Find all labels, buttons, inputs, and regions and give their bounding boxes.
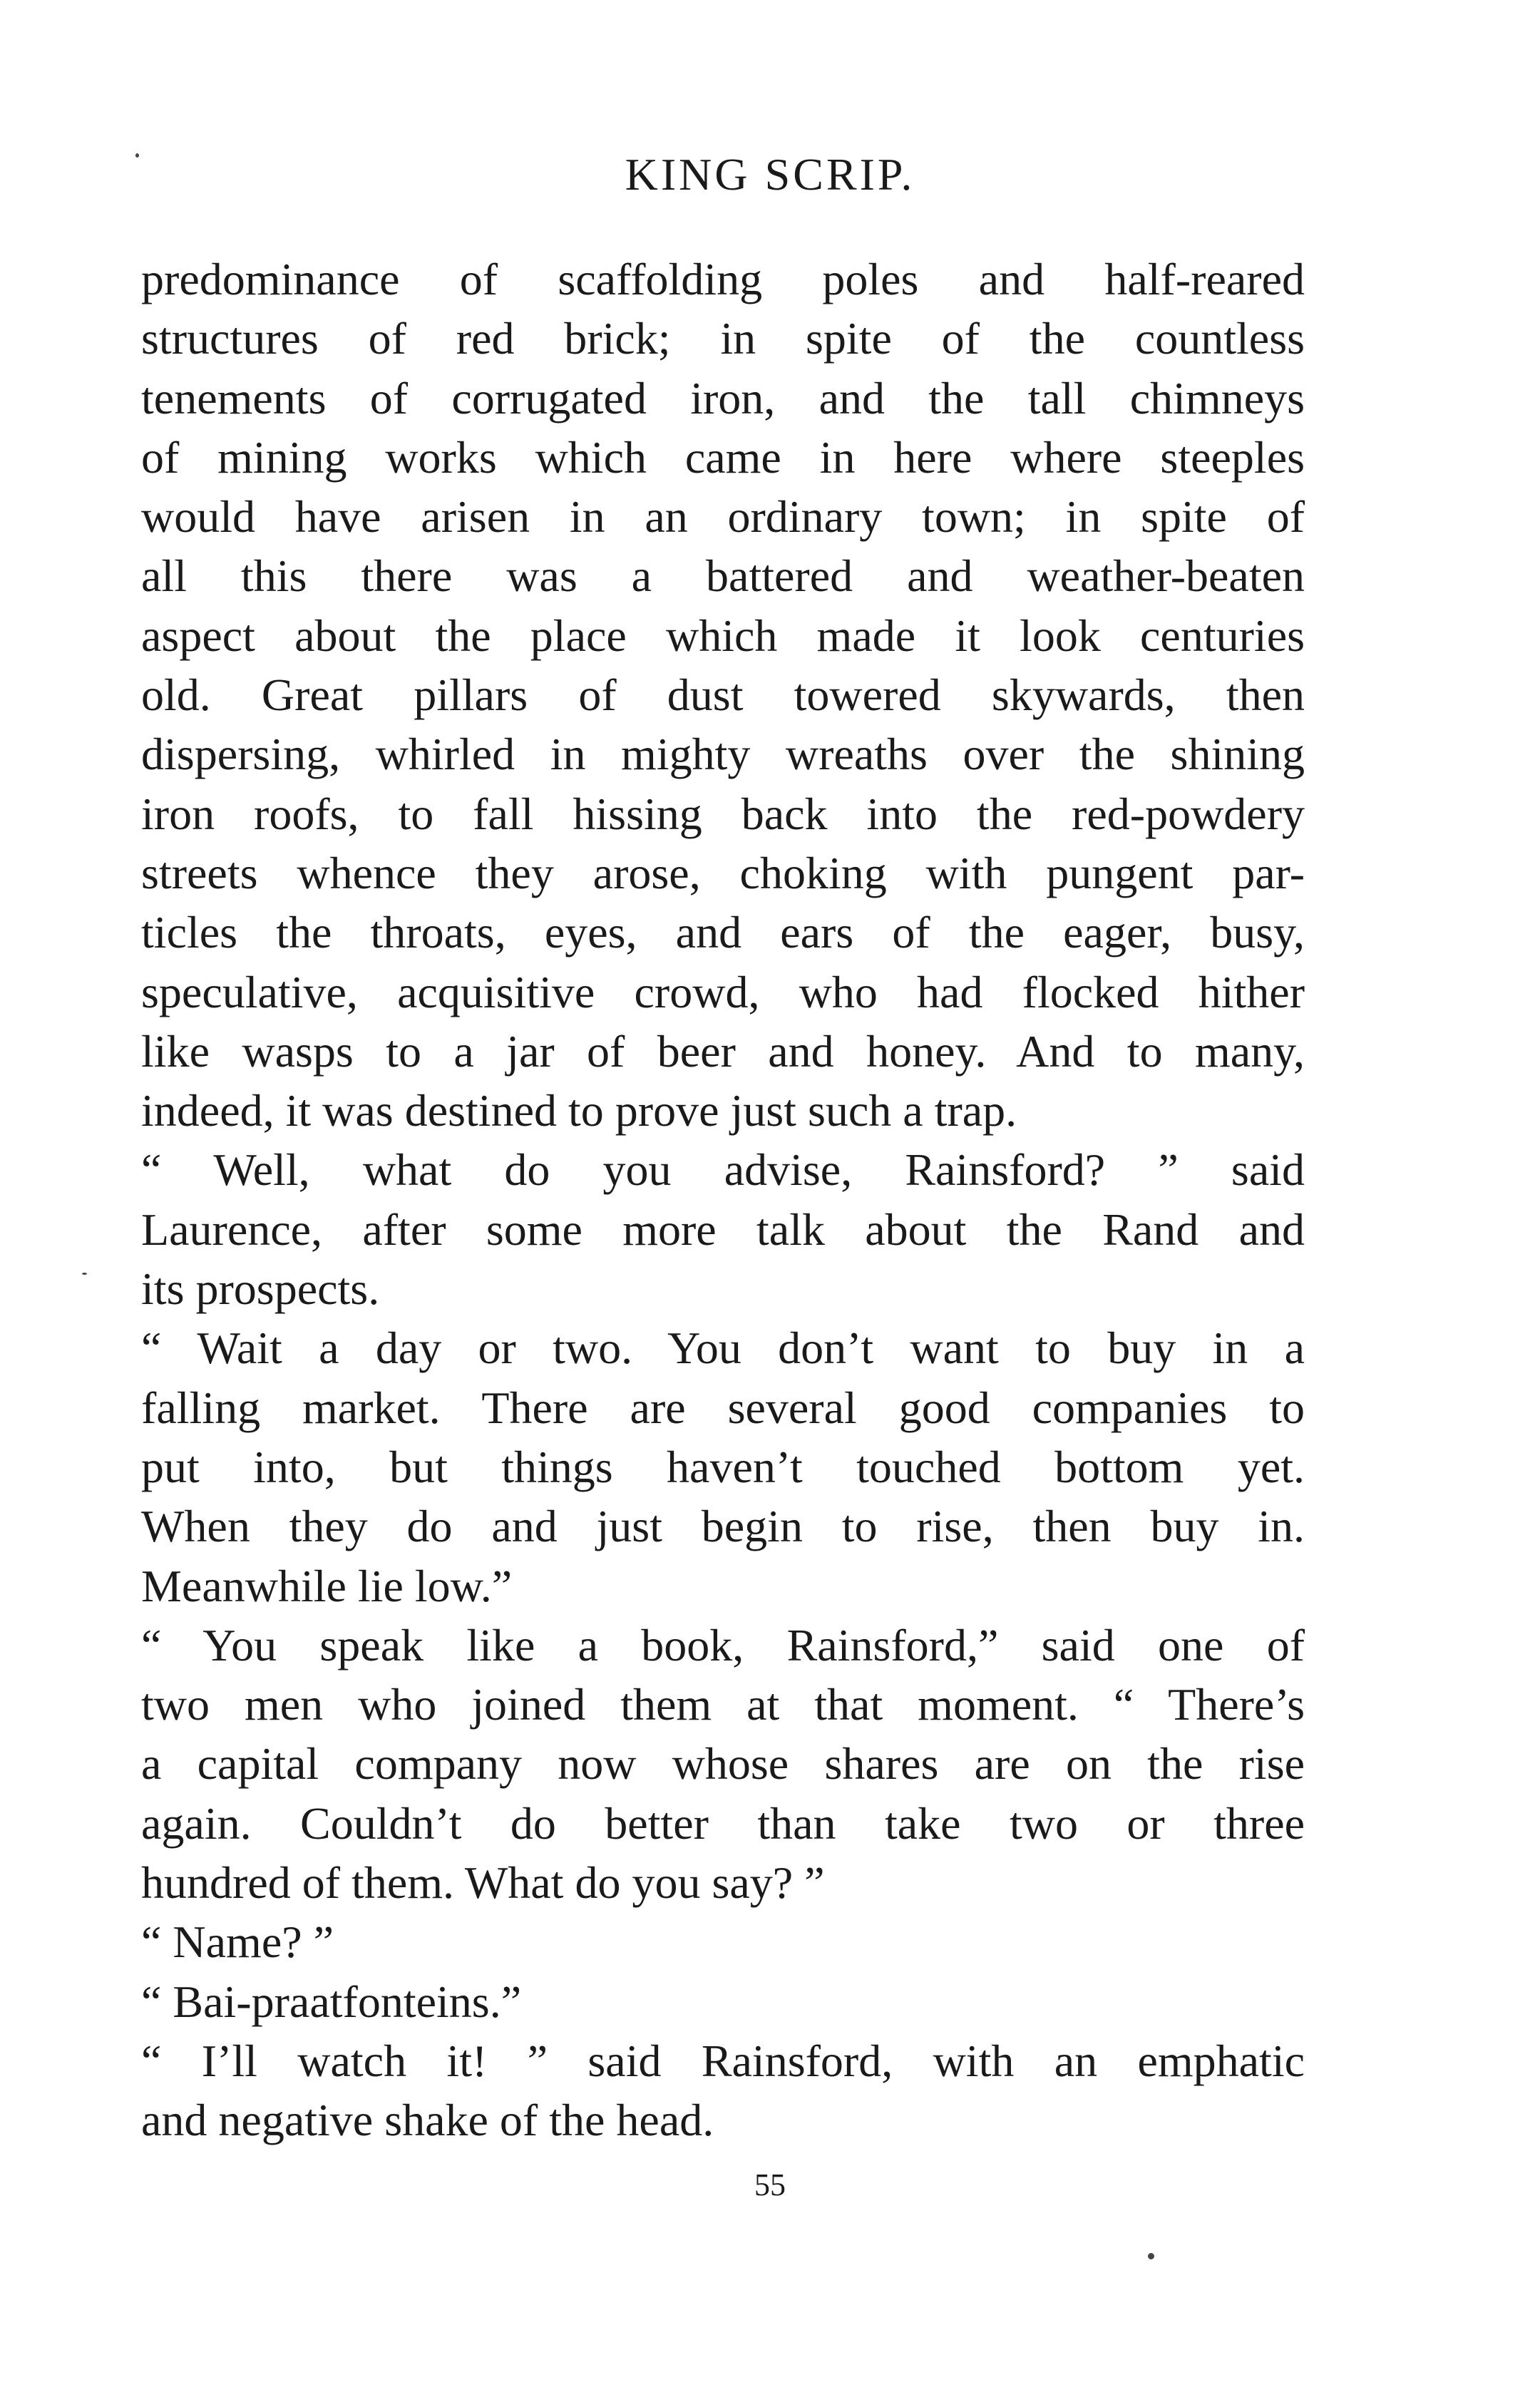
- text-line: a capital company now whose shares are on the rise: [141, 1738, 1305, 1790]
- body-text: [141, 250, 1305, 2150]
- dust-speck: [1148, 2253, 1154, 2259]
- text-line: ticles the throats, eyes, and ears of the eager, busy,: [141, 907, 1305, 958]
- text-line: dispersing, whirled in mighty wreaths over the shining: [141, 729, 1305, 780]
- text-line: streets whence they arose, choking with pungent par-: [141, 847, 1305, 898]
- text-line: When they do and just begin to rise, then buy in.: [141, 1501, 1305, 1552]
- text-line: “ Wait a day or two. You don’t want to buy in a: [141, 1323, 1305, 1374]
- text-line: put into, but things haven’t touched bottom yet.: [141, 1441, 1305, 1492]
- dust-speck: [82, 1273, 87, 1275]
- text-line: falling market. There are several good companies to: [141, 1382, 1305, 1433]
- text-line: iron roofs, to fall hissing back into the red-powdery: [141, 788, 1305, 839]
- text-line: old. Great pillars of dust towered skywards, then: [141, 669, 1305, 721]
- text-line: hundred of them. What do you say? ”: [141, 1857, 825, 1909]
- text-line: structures of red brick; in spite of the countless: [141, 313, 1305, 364]
- text-line: all this there was a battered and weather-beaten: [141, 550, 1305, 602]
- text-line: and negative shake of the head.: [141, 2095, 714, 2146]
- text-line: two men who joined them at that moment. “ There’s: [141, 1679, 1305, 1730]
- text-line: “ Name? ”: [141, 1916, 334, 1968]
- text-line: “ Bai-praatfonteins.”: [141, 1976, 522, 2027]
- text-line: aspect about the place which made it look centuries: [141, 610, 1305, 661]
- text-line: Laurence, after some more talk about the Rand and: [141, 1203, 1305, 1255]
- running-head-title: KING SCRIP.: [625, 149, 915, 200]
- text-line: “ Well, what do you advise, Rainsford? ” said: [141, 1144, 1305, 1196]
- text-line: predominance of scaffolding poles and half-reared: [141, 254, 1305, 304]
- text-line: its prospects.: [141, 1263, 380, 1315]
- text-line: “ You speak like a book, Rainsford,” said one of: [141, 1619, 1305, 1670]
- text-line: like wasps to a jar of beer and honey. And to many,: [141, 1025, 1305, 1077]
- text-line: tenements of corrugated iron, and the tall chimneys: [141, 372, 1305, 424]
- text-line: indeed, it was destined to prove just such a trap.: [141, 1085, 1017, 1136]
- text-line: “ I’ll watch it! ” said Rainsford, with an emphatic: [141, 2035, 1305, 2086]
- dust-speck: [135, 153, 139, 158]
- text-line: would have arisen in an ordinary town; in spite of: [141, 491, 1305, 543]
- text-line: speculative, acquisitive crowd, who had flocked hither: [141, 966, 1305, 1017]
- text-line: of mining works which came in here where steeples: [141, 431, 1305, 483]
- text-line: Meanwhile lie low.”: [141, 1560, 513, 1611]
- text-line: again. Couldn’t do better than take two or three: [141, 1797, 1305, 1849]
- page-number: 55: [754, 2167, 786, 2202]
